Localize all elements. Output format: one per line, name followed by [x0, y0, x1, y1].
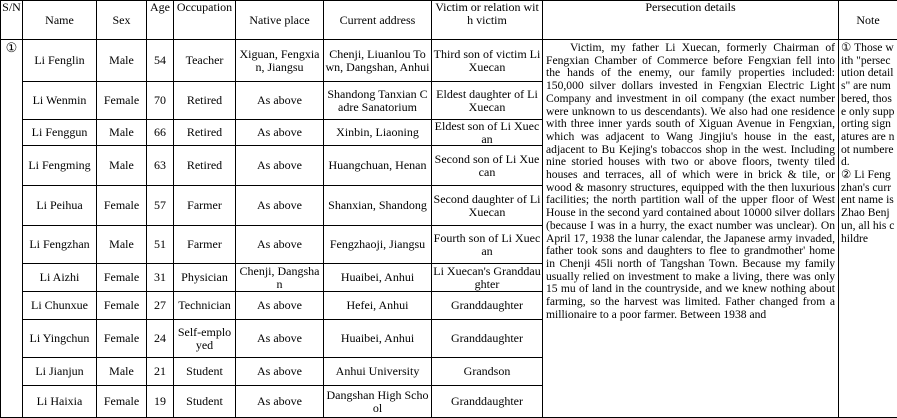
address-cell: Chenji, Liuanlou Town, Dangshan, Anhui — [324, 40, 432, 82]
native-place-cell: As above — [236, 320, 324, 358]
native-place-cell: As above — [236, 292, 324, 320]
header-row — [1, 1, 897, 40]
occupation-cell: Farmer — [174, 186, 236, 226]
occupation-cell: Farmer — [174, 226, 236, 264]
native-place-cell: Chenji, Dangshan — [236, 264, 324, 292]
relation-cell: Granddaughter — [432, 320, 543, 358]
age-cell: 31 — [147, 264, 174, 292]
sex-cell: Female — [97, 82, 147, 120]
relation-cell: Eldest son of Li Xuecan — [432, 120, 543, 146]
relation-cell: Grandson — [432, 358, 543, 386]
age-cell: 19 — [147, 386, 174, 418]
persecution-details-text: Victim, my father Li Xuecan, formerly Chairman of Fengxian Chamber of Commerce before Fengxian fell into the hands of the enemy, our family properties included: 150,000 silver dollars invested in Fengxian Electric Light Company and investment in oil company (the exact number were unknown to us descendants). We also had one residence with three inner yards south of Xiguan Avenue in Fengxian, which was adjacent to Wang Jingjiu's house in the east, adjacent to Bu Kejing's tobaccos shop in the west. Including nine storied houses with two or above floors, twenty tiled houses and terraces, all of which were in brick & tile, or wood & masonry structures, equipped with the then luxurious facilities; the north partition wall of the upper floor of West House in the second yard contained about 10000 silver dollars (because I was in a hurry, the exact number was unclear). On April 17, 1938 the lunar calendar, the Japanese army invaded, father took sons and daughters to flee to grandmother' home in Chenji 45li north of Tangshan Town. Because my family usually relied on investment to make a living, there was only 15 mu of land in the countryside, and we knew nothing about farming, so the harvest was limited. Father changed from a millionaire to a poor farmer. Between 1938 and — [543, 40, 839, 418]
address-cell: Huaibei, Anhui — [324, 264, 432, 292]
sex-cell: Male — [97, 358, 147, 386]
header-victim-relation: Victim or relation with victim — [432, 1, 543, 40]
sex-cell: Male — [97, 40, 147, 82]
occupation-cell: Physician — [174, 264, 236, 292]
relation-cell: Fourth son of Li Xuecan — [432, 226, 543, 264]
sex-cell: Female — [97, 386, 147, 418]
name-cell: Li Peihua — [23, 186, 97, 226]
name-cell: Li Chunxue — [23, 292, 97, 320]
occupation-cell: Technician — [174, 292, 236, 320]
occupation-cell: Student — [174, 386, 236, 418]
name-cell: Li Haixia — [23, 386, 97, 418]
relation-cell: Li Xuecan's Granddaughter — [432, 264, 543, 292]
sn-cell: ① — [1, 40, 23, 418]
relation-cell: Eldest daughter of Li Xuecan — [432, 82, 543, 120]
native-place-cell: As above — [236, 186, 324, 226]
sex-cell: Female — [97, 320, 147, 358]
age-cell: 54 — [147, 40, 174, 82]
sex-cell: Female — [97, 264, 147, 292]
occupation-cell: Teacher — [174, 40, 236, 82]
age-cell: 51 — [147, 226, 174, 264]
address-cell: Huaibei, Anhui — [324, 320, 432, 358]
address-cell: Fengzhaoji, Jiangsu — [324, 226, 432, 264]
relation-cell: Second son of Li Xuecan — [432, 146, 543, 186]
header-current-address: Current address — [324, 1, 432, 40]
header-sex: Sex — [97, 1, 147, 40]
age-cell: 57 — [147, 186, 174, 226]
header-persecution-details: Persecution details — [543, 1, 839, 40]
address-cell: Shanxian, Shandong — [324, 186, 432, 226]
header-sn: S/N — [1, 1, 23, 40]
relation-cell: Second daughter of Li Xuecan — [432, 186, 543, 226]
occupation-cell: Retired — [174, 82, 236, 120]
name-cell: Li Fengzhan — [23, 226, 97, 264]
native-place-cell: As above — [236, 146, 324, 186]
name-cell: Li Jianjun — [23, 358, 97, 386]
age-cell: 27 — [147, 292, 174, 320]
address-cell: Xinbin, Liaoning — [324, 120, 432, 146]
note-paragraph-1: ① Those with "persecution details" are numbered, those only supporting signatures are not numbered. — [841, 42, 895, 169]
sex-cell: Male — [97, 120, 147, 146]
sex-cell: Male — [97, 226, 147, 264]
name-cell: Li Fenggun — [23, 120, 97, 146]
header-occupation: Occupation — [174, 1, 236, 40]
occupation-cell: Retired — [174, 146, 236, 186]
address-cell: Dangshan High School — [324, 386, 432, 418]
age-cell: 66 — [147, 120, 174, 146]
relation-cell: Granddaughter — [432, 386, 543, 418]
name-cell: Li Fengming — [23, 146, 97, 186]
native-place-cell: As above — [236, 358, 324, 386]
address-cell: Anhui University — [324, 358, 432, 386]
relation-cell: Third son of victim Li Xuecan — [432, 40, 543, 82]
native-place-cell: As above — [236, 82, 324, 120]
native-place-cell: As above — [236, 386, 324, 418]
name-cell: Li Yingchun — [23, 320, 97, 358]
header-name: Name — [23, 1, 97, 40]
age-cell: 21 — [147, 358, 174, 386]
name-cell: Li Fenglin — [23, 40, 97, 82]
sex-cell: Female — [97, 292, 147, 320]
header-native-place: Native place — [236, 1, 324, 40]
header-age: Age — [147, 1, 174, 40]
address-cell: Huangchuan, Henan — [324, 146, 432, 186]
native-place-cell: As above — [236, 226, 324, 264]
occupation-cell: Student — [174, 358, 236, 386]
occupation-cell: Retired — [174, 120, 236, 146]
name-cell: Li Aizhi — [23, 264, 97, 292]
native-place-cell: Xiguan, Fengxian, Jiangsu — [236, 40, 324, 82]
age-cell: 24 — [147, 320, 174, 358]
table-row — [1, 40, 897, 82]
age-cell: 63 — [147, 146, 174, 186]
header-note: Note — [839, 1, 897, 40]
note-paragraph-2: ② Li Fengzhan's current name is Zhao Benjun, all his childre — [841, 169, 895, 245]
age-cell: 70 — [147, 82, 174, 120]
name-cell: Li Wenmin — [23, 82, 97, 120]
sex-cell: Female — [97, 186, 147, 226]
address-cell: Shandong Tanxian Cadre Sanatorium — [324, 82, 432, 120]
sex-cell: Male — [97, 146, 147, 186]
occupation-cell: Self-employed — [174, 320, 236, 358]
note-cell — [839, 40, 897, 418]
address-cell: Hefei, Anhui — [324, 292, 432, 320]
native-place-cell: As above — [236, 120, 324, 146]
relation-cell: Granddaughter — [432, 292, 543, 320]
